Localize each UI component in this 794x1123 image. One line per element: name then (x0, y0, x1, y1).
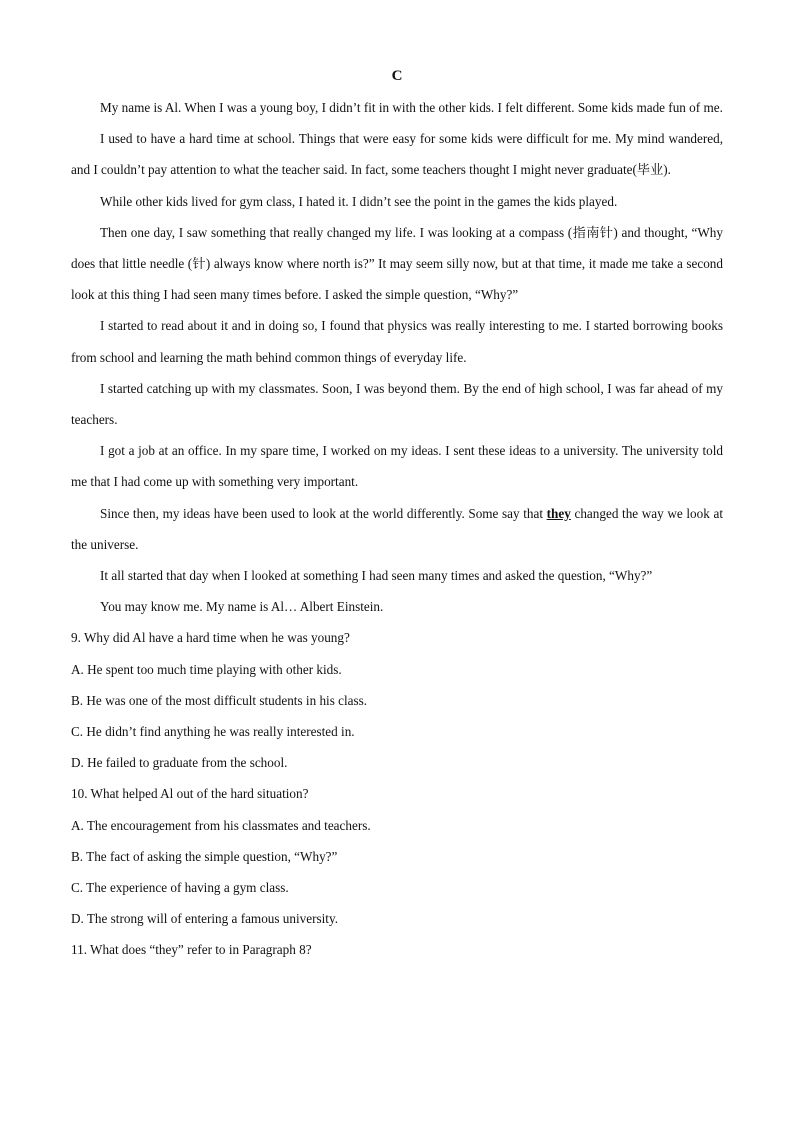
reading-passage (71, 92, 723, 966)
paragraph-7: I got a job at an office. In my spare time, I worked on my ideas. I sent these ideas to a university. The university told me that I had come up with something very important. (71, 443, 723, 490)
paragraph-8-text-before: Since then, my ideas have been used to look at the world differently. Some say that (100, 505, 547, 521)
question-11 (71, 934, 723, 965)
question-stem: 9. Why did Al have a hard time when he was young? (71, 630, 350, 646)
option-b: B. The fact of asking the simple question, “Why?” (71, 848, 338, 864)
paragraph-5: I started to read about it and in doing so, I found that physics was really interesting to me. I started borrowing books from school and learning the math behind common things of everyday life. (71, 318, 723, 365)
paragraph-8-text-after: changed the way we look at the universe. (71, 505, 723, 552)
option-d: D. He failed to graduate from the school. (71, 755, 288, 771)
option-a: A. The encouragement from his classmates and teachers. (71, 817, 371, 833)
question-stem: 11. What does “they” refer to in Paragraph 8? (71, 942, 312, 958)
section-title: C (391, 68, 403, 84)
paragraph-10: You may know me. My name is Al… Albert Einstein. (100, 599, 384, 615)
keyword-they: they (546, 505, 571, 521)
option-c: C. The experience of having a gym class. (71, 880, 289, 896)
option-c: C. He didn’t find anything he was really interested in. (71, 724, 355, 740)
paragraph-4: Then one day, I saw something that really changed my life. I was looking at a compass (指南针) and thought, “Why does that little needle (针) always know where north is?” It may seem silly now, but at that time, it made me take a second look at this thing I had seen many times before. I asked the simple question, “Why?” (71, 224, 723, 303)
paragraph-8 (71, 498, 723, 560)
paragraph-9: It all started that day when I looked at something I had seen many times and asked the question, “Why?” (100, 568, 653, 584)
paragraph-6: I started catching up with my classmates. Soon, I was beyond them. By the end of high school, I was far ahead of my teachers. (71, 380, 723, 428)
question-9 (71, 622, 723, 778)
option-a: A. He spent too much time playing with other kids. (71, 661, 342, 677)
option-d: D. The strong will of entering a famous university. (71, 911, 338, 927)
question-stem: 10. What helped Al out of the hard situation? (71, 786, 309, 802)
paragraph-3: While other kids lived for gym class, I hated it. I didn’t see the point in the games the kids played. (100, 193, 618, 209)
paragraph-2: I used to have a hard time at school. Things that were easy for some kids were difficult for me. My mind wandered, and I couldn’t pay attention to what the teacher said. In fact, some teachers thought I might never graduate(毕业). (71, 131, 723, 178)
paragraph-1: My name is Al. When I was a young boy, I didn’t fit in with the other kids. I felt different. Some kids made fun of me. (100, 100, 723, 115)
option-b: B. He was one of the most difficult students in his class. (71, 692, 368, 708)
question-10 (71, 778, 723, 934)
